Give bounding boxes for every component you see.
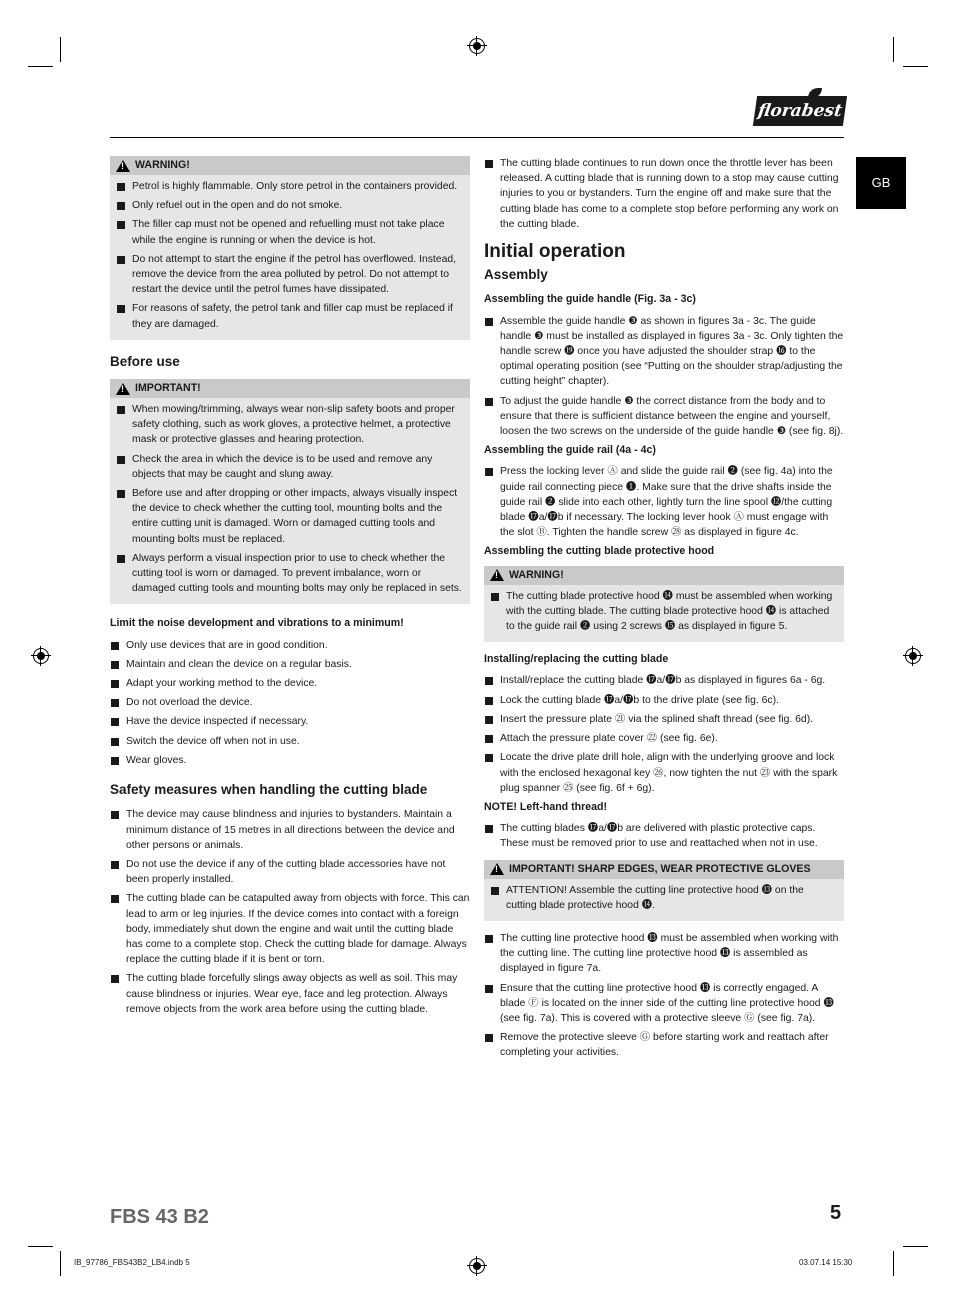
list-item: Do not overload the device. <box>110 695 470 710</box>
guide-rail-heading: Assembling the guide rail (4a - 4c) <box>484 444 656 457</box>
list-item: Adapt your working method to the device. <box>110 676 470 691</box>
note-heading: NOTE! Left-hand thread! <box>484 800 607 813</box>
hood-warning-title: WARNING! <box>509 568 564 581</box>
list-item: Attach the pressure plate cover ㉒ (see fig. 6e). <box>484 731 844 746</box>
install-list <box>484 673 844 795</box>
list-item: Ensure that the cutting line protective hood ⓭ is correctly engaged. A blade Ⓕ is located on the inner side of the cutting line protective hood ⓭ (see fig. 7a). This is covered with a protective sleeve Ⓖ (see fig. 7a). <box>484 981 844 1027</box>
important-box-header <box>110 379 470 398</box>
list-item: Always perform a visual inspection prior to use to check whether the cutting tool is worn or damaged. To prevent imbalance, worn or damaged cutting tools and mounting bolts may only be replaced in sets. <box>116 551 462 597</box>
sharp-edges-list <box>484 879 844 913</box>
sharp-edges-title: IMPORTANT! SHARP EDGES, WEAR PROTECTIVE GLOVES <box>509 862 811 875</box>
guide-handle-heading: Assembling the guide handle (Fig. 3a - 3c) <box>484 293 696 306</box>
hood-warning-box <box>484 566 844 643</box>
list-item: Petrol is highly flammable. Only store petrol in the containers provided. <box>116 179 462 194</box>
sharp-edges-header <box>484 860 844 879</box>
list-item: For reasons of safety, the petrol tank and filler cap must be replaced if they are damaged. <box>116 301 462 331</box>
install-heading: Installing/replacing the cutting blade <box>484 653 669 666</box>
initial-operation-heading: Initial operation <box>484 241 626 263</box>
list-item: Switch the device off when not in use. <box>110 734 470 749</box>
list-item: Maintain and clean the device on a regular basis. <box>110 657 470 672</box>
list-item: The cutting blade protective hood ⓮ must be assembled when working with the cutting blade. The cutting blade protective hood ⓮ is attached to the guide rail ❷ using 2 screws ⓯ as displayed in figure 5. <box>490 589 836 635</box>
intro-list <box>484 156 844 232</box>
list-item: The cutting line protective hood ⓭ must be assembled when working with the cutting line. The cutting line protective hood ⓭ is assembled as displayed in figure 7a. <box>484 931 844 977</box>
list-item: The filler cap must not be opened and refuelling must not take place while the engine is running or when the device is hot. <box>116 217 462 247</box>
list-item: When mowing/trimming, always wear non-slip safety boots and proper safety clothing, such as work gloves, a protective helmet, a protective mask or protective glasses and hearing protection. <box>116 402 462 448</box>
safety-heading: Safety measures when handling the cutting blade <box>110 782 428 798</box>
print-date: 03.07.14 15:30 <box>799 1258 853 1267</box>
guide-rail-list <box>484 464 844 540</box>
hood-heading: Assembling the cutting blade protective hood <box>484 545 715 558</box>
list-item: Have the device inspected if necessary. <box>110 714 470 729</box>
noise-list <box>110 638 470 768</box>
registration-mark-icon <box>33 648 49 664</box>
crop-mark <box>28 1246 53 1247</box>
list-item: The cutting blade forcefully slings away objects as well as soil. This may cause blindness or injuries. Wear eye, face and leg protection. Always remove objects from the work area before using the cutting blade. <box>110 971 470 1017</box>
list-item: Assemble the guide handle ❸ as shown in figures 3a - 3c. The guide handle ❸ must be installed as displayed in figures 3a - 3c. Only tighten the handle screw ⓳ once you have adjusted the shoulder strap ⓰ to the optimal operating position (see “Putting on the shoulder strap/adjusting the cutting height” chapter). <box>484 314 844 390</box>
warning-triangle-icon <box>116 160 130 172</box>
list-item: Only refuel out in the open and do not smoke. <box>116 198 462 213</box>
brand-logo: florabest <box>753 96 847 126</box>
list-item: Install/replace the cutting blade ⓱a/⓱b as displayed in figures 6a - 6g. <box>484 673 844 688</box>
assembly-heading: Assembly <box>484 267 548 283</box>
list-item: To adjust the guide handle ❸ the correct distance from the body and to ensure that there is sufficient distance between the engine and yourself, loosen the two screws on the underside of the guide handle ❸ (see fig. 8j). <box>484 394 844 440</box>
list-item: ATTENTION! Assemble the cutting line protective hood ⓭ on the cutting blade protective hood ⓮. <box>490 883 836 913</box>
registration-mark-icon <box>469 1258 485 1274</box>
crop-mark <box>903 1246 928 1247</box>
crop-mark <box>28 66 53 67</box>
list-item: Press the locking lever Ⓐ and slide the guide rail ❷ (see fig. 4a) into the guide rail connecting piece ❶. Make sure that the drive shafts inside the guide rail ❷ slide into each other, lightly turn the line spool ⓬/the cutting blade ⓱a/⓱b if necessary. The locking lever hook Ⓐ must engage with the slot Ⓑ. Tighten the handle screw ㉘ as displayed in figure 4c. <box>484 464 844 540</box>
list-item: The cutting blade continues to run down once the throttle lever has been released. A cutting blade that is running down to a stop may cause cutting injuries to you or bystanders. Turn the engine off and make sure that the cutting blade has come to a complete stop before performing any work on the cutting blade. <box>484 156 844 232</box>
safety-list <box>110 807 470 1017</box>
list-item: Do not use the device if any of the cutting blade accessories have not been properly installed. <box>110 857 470 887</box>
list-item: Wear gloves. <box>110 753 470 768</box>
list-item: Only use devices that are in good condition. <box>110 638 470 653</box>
warning-box-header <box>110 156 470 175</box>
before-use-heading: Before use <box>110 353 180 369</box>
warning-list <box>110 175 470 332</box>
sharp-edges-box <box>484 860 844 921</box>
note-list <box>484 821 844 851</box>
list-item: The cutting blades ⓱a/⓱b are delivered with plastic protective caps. These must be removed prior to use and reattached when not in use. <box>484 821 844 851</box>
important-box <box>110 379 470 604</box>
list-item: Lock the cutting blade ⓱a/⓱b to the drive plate (see fig. 6c). <box>484 693 844 708</box>
list-item: Check the area in which the device is to be used and remove any objects that may be caught and slung away. <box>116 452 462 482</box>
header-rule <box>110 137 844 138</box>
important-title: IMPORTANT! <box>135 382 201 395</box>
important-list <box>110 398 470 596</box>
hood-warning-header <box>484 566 844 585</box>
crop-mark <box>903 66 928 67</box>
language-tab: GB <box>856 157 906 209</box>
crop-mark <box>60 1251 61 1276</box>
warning-box <box>110 156 470 340</box>
warning-triangle-icon <box>490 863 504 875</box>
guide-handle-list <box>484 314 844 440</box>
list-item: Locate the drive plate drill hole, align with the underlying groove and lock with the enclosed hexagonal key ㉖, now tighten the nut ㉓ with the spark plug spanner ㉕ (see fig. 6f + 6g). <box>484 750 844 796</box>
list-item: Remove the protective sleeve Ⓖ before starting work and reattach after completing your activities. <box>484 1030 844 1060</box>
noise-heading: Limit the noise development and vibrations to a minimum! <box>110 617 404 630</box>
hood-warning-list <box>484 585 844 635</box>
list-item: Insert the pressure plate ㉑ via the splined shaft thread (see fig. 6d). <box>484 712 844 727</box>
crop-mark <box>893 37 894 62</box>
list-item: Do not attempt to start the engine if the petrol has overflowed. Instead, remove the device from the area polluted by petrol. Do not attempt to restart the device until the petrol fumes have dissipated. <box>116 252 462 298</box>
warning-triangle-icon <box>116 383 130 395</box>
left-column <box>110 156 470 1021</box>
file-info: IB_97786_FBS43B2_LB4.indb 5 <box>74 1258 190 1267</box>
model-name: FBS 43 B2 <box>110 1206 209 1228</box>
page-number: 5 <box>830 1202 842 1224</box>
crop-mark <box>893 1251 894 1276</box>
list-item: The cutting blade can be catapulted away from objects with force. This can lead to arm or leg injuries. If the device comes into contact with a foreign body, immediately shut down the engine and wait until the cutting blade has come to a complete stop. Check the cutting blade for damage. Always replace the cutting blade if it is bent or torn. <box>110 891 470 967</box>
list-item: Before use and after dropping or other impacts, always visually inspect the device to check whether the cutting tool, mounting bolts and the entire cutting unit is damaged. Worn or damaged cutting tools and mounting bolts must be replaced. <box>116 486 462 547</box>
list-item: The device may cause blindness and injuries to bystanders. Maintain a minimum distance of 15 metres in all directions between the device and other persons or animals. <box>110 807 470 853</box>
warning-title: WARNING! <box>135 159 190 171</box>
crop-mark <box>60 37 61 62</box>
right-column <box>484 156 844 1065</box>
final-list <box>484 931 844 1061</box>
registration-mark-icon <box>469 38 485 54</box>
registration-mark-icon <box>905 648 921 664</box>
warning-triangle-icon <box>490 569 504 581</box>
